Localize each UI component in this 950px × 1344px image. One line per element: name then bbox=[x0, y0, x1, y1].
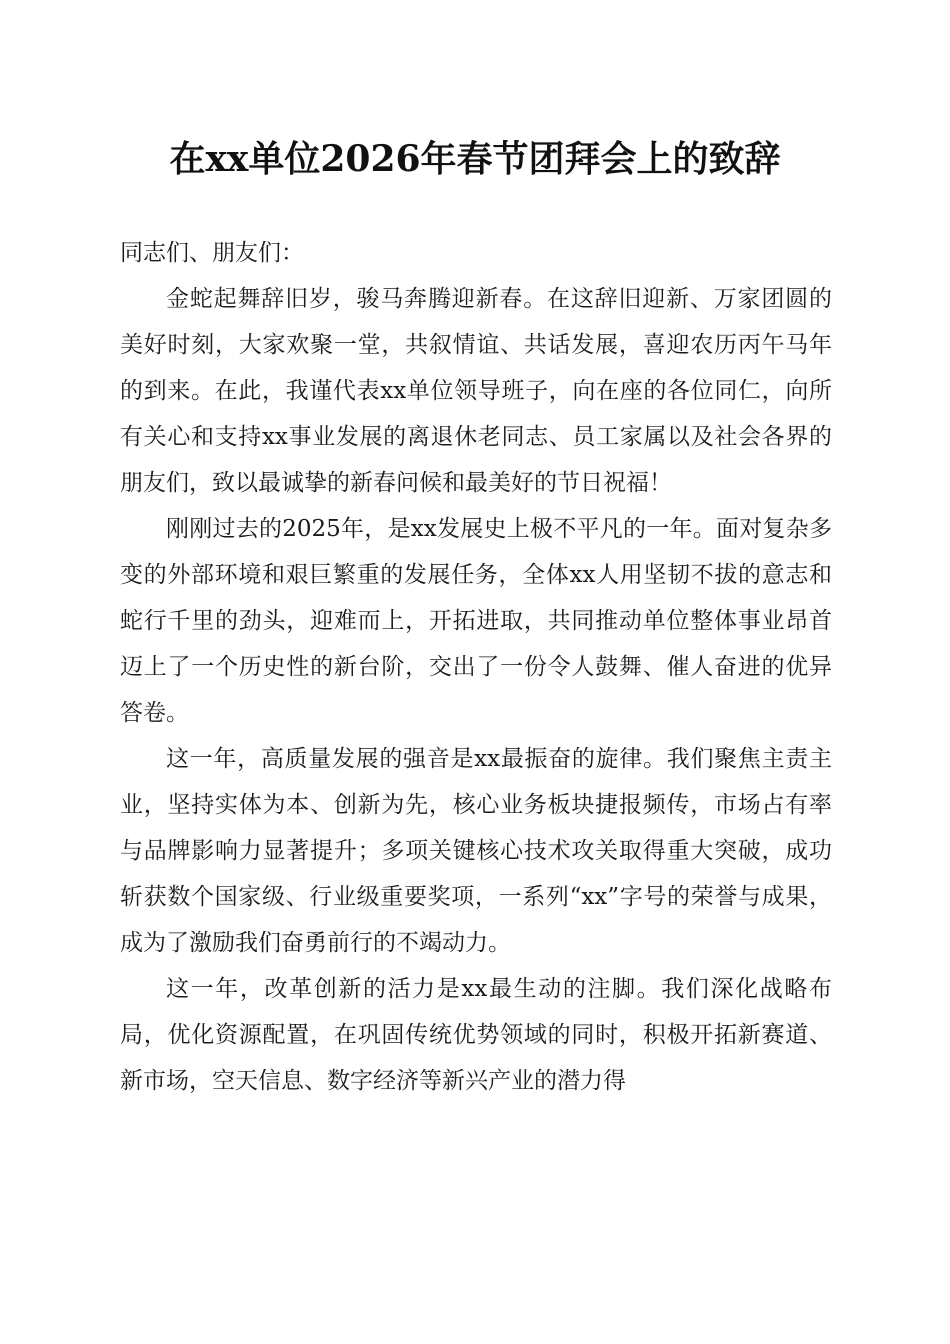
document-title: 在xx单位2026年春节团拜会上的致辞 bbox=[169, 138, 781, 180]
paragraph-reform-innovation: 这一年，改革创新的活力是xx最生动的注脚。我们深化战略布局，优化资源配置，在巩固传统优势领域的同时，积极开拓新赛道、新市场，空天信息、数字经济等新兴产业的潜力得 bbox=[120, 976, 832, 1094]
paragraph-high-quality-development: 这一年，高质量发展的强音是xx最振奋的旋律。我们聚焦主责主业，坚持实体为本、创新为先，核心业务板块捷报频传，市场占有率与品牌影响力显著提升；多项关键核心技术攻关取得重大突破，成功斩获数个国家级、行业级重要奖项，一系列“xx”字号的荣誉与成果，成为了激励我们奋勇前行的不竭动力。 bbox=[120, 746, 832, 956]
document-body bbox=[120, 230, 832, 1104]
paragraph-greeting: 金蛇起舞辞旧岁，骏马奔腾迎新春。在这辞旧迎新、万家团圆的美好时刻，大家欢聚一堂，共叙情谊、共话发展，喜迎农历丙午马年的到来。在此，我谨代表xx单位领导班子，向在座的各位同仁，向所有关心和支持xx事业发展的离退休老同志、员工家属以及社会各界的朋友们，致以最诚挚的新春问候和最美好的节日祝福！ bbox=[120, 286, 832, 496]
salutation: 同志们、朋友们： bbox=[120, 240, 304, 266]
paragraph-review-2025: 刚刚过去的2025年，是xx发展史上极不平凡的一年。面对复杂多变的外部环境和艰巨繁重的发展任务，全体xx人用坚韧不拔的意志和蛇行千里的劲头，迎难而上，开拓进取，共同推动单位整体事业昂首迈上了一个历史性的新台阶，交出了一份令人鼓舞、催人奋进的优异答卷。 bbox=[120, 516, 832, 726]
